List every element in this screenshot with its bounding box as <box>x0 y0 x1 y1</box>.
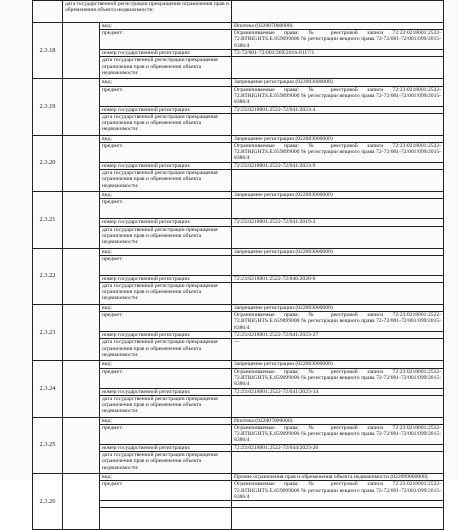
spacer-cell <box>63 474 100 530</box>
registration-number-value: 72:23:0218001:2522-72/041/2023-9 <box>232 163 444 170</box>
vid-value: Запрещение регистрации (022003000000) <box>232 305 444 312</box>
registration-number-value: 72:23:0218001:2522-72/041/2023-27 <box>232 332 444 339</box>
registration-date-value <box>232 452 444 474</box>
entry-number: 2.3.22 <box>33 248 63 304</box>
vid-label: вид: <box>100 305 232 312</box>
subject-value <box>232 199 444 219</box>
vid-label: вид: <box>100 417 232 424</box>
registration-number-value: 72:23:0218001:2522-72/041/2019-3 <box>232 219 444 226</box>
subject-label: предмет: <box>100 312 232 332</box>
subject-label: предмет: <box>100 255 232 275</box>
entry-number: 2.3.21 <box>33 192 63 248</box>
registration-number-value: 72:23:0218001:2522-72/041/2023-34 <box>232 388 444 395</box>
spacer-cell <box>63 135 100 191</box>
entry-number-cell <box>33 1 63 23</box>
subject-value: Ограничиваемые права: № реестровой записи 72:23:0218001:2522-72.RTRIGHTS.E.659099000 № регистрации вещного права 72-72/001-72/001/099/2015-8386/4 <box>232 425 444 445</box>
registration-date-label <box>100 508 232 530</box>
registration-date-value <box>232 395 444 417</box>
registration-date-label: дата государственной регистрации прекращения ограничения прав и обременения объекта недвижимости: <box>100 113 232 135</box>
vid-value: Ипотека (022007000000) <box>232 417 444 424</box>
encumbrance-table-wrapper <box>32 0 443 505</box>
table-row <box>33 23 444 30</box>
registration-number-label: номер государственной регистрации: <box>100 219 232 226</box>
vid-label: вид: <box>100 474 232 481</box>
vid-label: вид: <box>100 135 232 142</box>
subject-value: Ограничиваемые права: № реестровой записи 72:23:0218001:2522-72.RTRIGHTS.E.659099000 № регистрации вещного права 72-72/001-72/001/099/2015-8386/4 <box>232 481 444 501</box>
registration-date-value <box>232 508 444 530</box>
entry-number: 2.3.26 <box>33 474 63 530</box>
subject-value: Ограничиваемые права: № реестровой записи 72:23:0218001:2522-72.RTRIGHTS.E.659099000 № регистрации вещного права 72-72/001-72/001/099/2015-8386/4 <box>232 86 444 106</box>
subject-value: Ограничиваемые права: № реестровой записи 72:23:0218001:2522-72.RTRIGHTS.E.659099000 № регистрации вещного права 72-72/001-72/001/099/2015-8386/4 <box>232 368 444 388</box>
spacer-cell <box>63 248 100 304</box>
encumbrance-table <box>32 0 444 530</box>
registration-number-label: номер государственной регистрации: <box>100 332 232 339</box>
subject-value: Ограничиваемые права: № реестровой записи 72:23:0218001:2522-72.RTRIGHTS.E.659099000 № регистрации вещного права 72-72/001-72/001/099/2015-8386/4 <box>232 312 444 332</box>
subject-label: предмет: <box>100 86 232 106</box>
registration-number-value: 72:23:0218001:2522-72/046/2020-6 <box>232 275 444 282</box>
vid-label: вид: <box>100 248 232 255</box>
subject-label: предмет: <box>100 30 232 50</box>
registration-number-label: номер государственной регистрации: <box>100 50 232 57</box>
registration-number-value: 72:23:0218001:2522-72/041/2023-4 <box>232 106 444 113</box>
subject-label: предмет: <box>100 199 232 219</box>
table-row <box>33 135 444 142</box>
table-row <box>33 417 444 424</box>
registration-number-label: номер государственной регистрации: <box>100 275 232 282</box>
encumbrance-table-body <box>33 1 444 530</box>
registration-date-label: дата государственной регистрации прекращения ограничения прав и обременения объекта недвижимости: <box>63 1 232 23</box>
registration-date-value <box>232 57 444 79</box>
registration-date-value <box>232 113 444 135</box>
entry-number: 2.3.20 <box>33 135 63 191</box>
registration-number-value: 72-72/001-72/001/269/2016-8117/1 <box>232 50 444 57</box>
table-row <box>33 305 444 312</box>
vid-value: Запрещение регистрации (022003000000) <box>232 192 444 199</box>
table-row <box>33 1 444 23</box>
vid-value: Запрещение регистрации (022003000000) <box>232 361 444 368</box>
registration-date-value <box>232 283 444 305</box>
registration-number-label: номер государственной регистрации: <box>100 106 232 113</box>
subject-value: Ограничиваемые права: № реестровой записи 72:23:0218001:2522-72.RTRIGHTS.E.659099000 № регистрации вещного права 72-72/001-72/001/099/2015-8386/4 <box>232 143 444 163</box>
registration-date-label: дата государственной регистрации прекращения ограничения прав и обременения объекта недвижимости: <box>100 170 232 192</box>
spacer-cell <box>63 23 100 79</box>
entry-number: 2.3.23 <box>33 305 63 361</box>
subject-label: предмет: <box>100 368 232 388</box>
vid-value: Запрещение регистрации (022003000000) <box>232 79 444 86</box>
table-row <box>33 192 444 199</box>
registration-date-value: --- <box>232 339 444 361</box>
registration-number-value: 72:23:0218001:2522-72/044/2023-26 <box>232 445 444 452</box>
registration-number-label: номер государственной регистрации: <box>100 388 232 395</box>
registration-number-label <box>100 501 232 508</box>
spacer-cell <box>63 305 100 361</box>
registration-date-label: дата государственной регистрации прекращения ограничения прав и обременения объекта недвижимости: <box>100 339 232 361</box>
table-row <box>33 79 444 86</box>
spacer-cell <box>63 79 100 135</box>
entry-number: 2.3.24 <box>33 361 63 417</box>
subject-value: Ограничиваемые права: № реестровой записи 72:23:0218001:2522-72.RTRIGHTS.E.659099000 № регистрации вещного права 72-72/001-72/001/099/2015-8386/4 <box>232 30 444 50</box>
registration-date-label: дата государственной регистрации прекращения ограничения прав и обременения объекта недвижимости: <box>100 283 232 305</box>
registration-number-value <box>232 501 444 508</box>
registration-date-value <box>232 170 444 192</box>
subject-label: предмет: <box>100 425 232 445</box>
vid-value: Запрещение регистрации (022003000000) <box>232 248 444 255</box>
spacer-cell <box>63 361 100 417</box>
registration-date-label: дата государственной регистрации прекращения ограничения прав и обременения объекта недвижимости: <box>100 452 232 474</box>
table-row <box>33 474 444 481</box>
vid-label: вид: <box>100 361 232 368</box>
subject-value <box>232 255 444 275</box>
spacer-cell <box>63 192 100 248</box>
entry-number: 2.3.19 <box>33 79 63 135</box>
registration-date-label: дата государственной регистрации прекращения ограничения прав и обременения объекта недвижимости: <box>100 395 232 417</box>
registration-number-label: номер государственной регистрации: <box>100 445 232 452</box>
registration-date-value <box>232 1 444 23</box>
vid-label: вид: <box>100 192 232 199</box>
registration-date-label: дата государственной регистрации прекращения ограничения прав и обременения объекта недвижимости: <box>100 57 232 79</box>
spacer-cell <box>63 417 100 473</box>
registration-date-value <box>232 226 444 248</box>
vid-label: вид: <box>100 23 232 30</box>
registration-number-label: номер государственной регистрации: <box>100 163 232 170</box>
vid-value: Ипотека (022007000000) <box>232 23 444 30</box>
entry-number: 2.3.25 <box>33 417 63 473</box>
registration-date-label: дата государственной регистрации прекращения ограничения прав и обременения объекта недвижимости: <box>100 226 232 248</box>
entry-number: 2.3.18 <box>33 23 63 79</box>
subject-label: предмет: <box>100 143 232 163</box>
vid-value: Запрещение регистрации (022003000000) <box>232 135 444 142</box>
subject-label: предмет: <box>100 481 232 501</box>
table-row <box>33 248 444 255</box>
vid-value: Прочие ограничения прав и обременения объекта недвижимости (022099000000) <box>232 474 444 481</box>
table-row <box>33 361 444 368</box>
vid-label: вид: <box>100 79 232 86</box>
